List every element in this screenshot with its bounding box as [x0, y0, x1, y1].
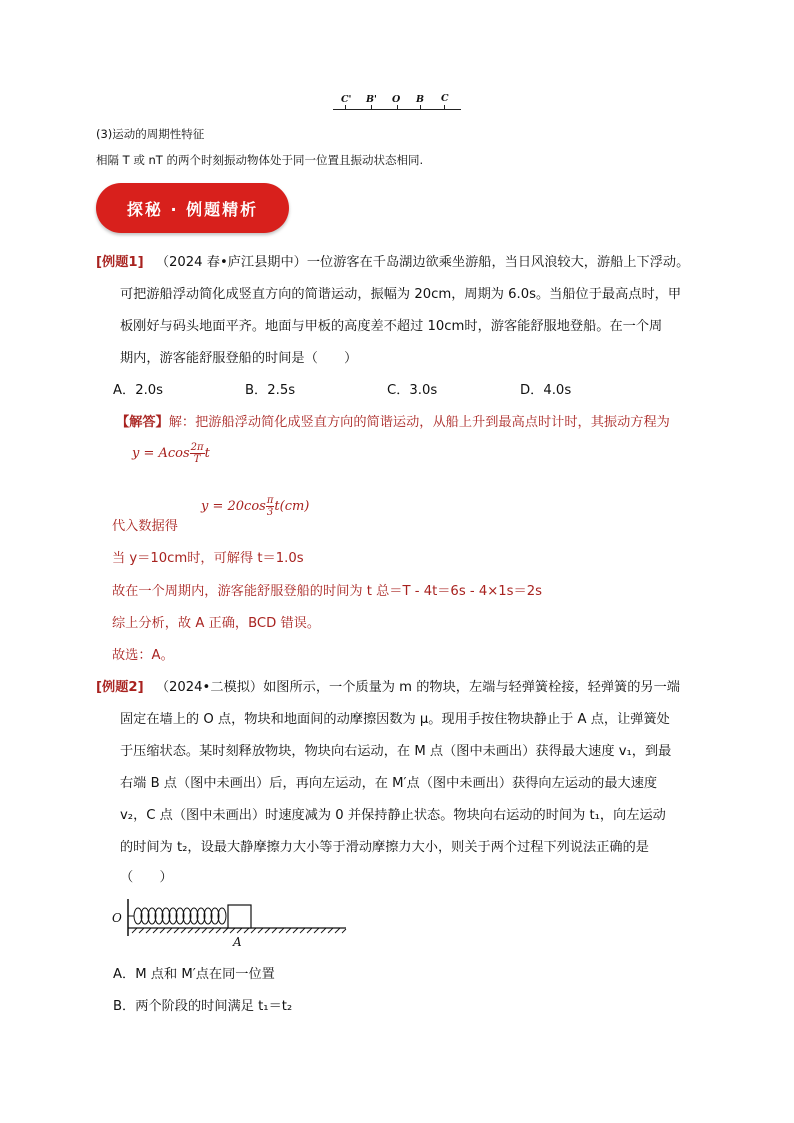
formula-specific-fraction: $\frac{\pi}{3}$: [266, 495, 274, 518]
example1-answer-line: [116, 411, 670, 430]
example1-option-a: A．2.0s: [113, 383, 164, 398]
axis-label-o: O: [392, 94, 401, 105]
formula-general-tail: t: [204, 446, 210, 461]
axis-label-c: C: [441, 93, 449, 104]
example2-line-2: 于压缩状态。某时刻释放物块，物块向右运动，在 M 点（图中未画出）获得最大速度 v₁，到最: [120, 744, 672, 759]
example2-line-6: （ ）: [120, 870, 173, 885]
substitute-text: 代入数据得: [112, 519, 178, 534]
example1-tag: [例题1]: [96, 255, 144, 270]
formula-general-fraction: $\frac{2\pi}{T}$: [190, 442, 204, 465]
example1-line-0: （2024 春•庐江县期中）一位游客在千岛湖边欲乘坐游船，当日风浪较大，游船上下浮动。: [155, 255, 690, 270]
formula-specific: [201, 495, 309, 518]
answer-tag: 【解答】: [116, 415, 169, 430]
example2-line-4: v₂，C 点（图中未画出）时速度减为 0 并保持静止状态。物块向右运动的时间为 t₁，向左运动: [120, 808, 666, 823]
axis-line: [333, 109, 461, 110]
example1-first-line: [96, 251, 689, 270]
axis-tick: [371, 105, 372, 109]
axis-tick: [397, 105, 398, 109]
example2-option-b: B．两个阶段的时间满足 t₁＝t₂: [113, 999, 293, 1014]
section-title: (3)运动的周期性特征: [96, 127, 205, 141]
example2-line-1: 固定在墙上的 O 点，物块和地面间的动摩擦因数为 μ。现用手按住物块静止于 A 点，让弹簧处: [120, 712, 670, 727]
formula-general: [132, 442, 210, 465]
example2-first-line: [96, 676, 680, 695]
example2-line-0: （2024•二模拟）如图所示，一个质量为 m 的物块，左端与轻弹簧栓接，轻弹簧的另一端: [155, 680, 680, 695]
formula-specific-lhs: y = 20cos: [201, 499, 266, 514]
spring-block-figure: [108, 896, 358, 950]
axis-tick: [345, 105, 346, 109]
summary-text: 综上分析，故 A 正确，BCD 错误。: [112, 616, 321, 631]
block: [228, 905, 251, 928]
example1-option-d: D．4.0s: [520, 383, 572, 398]
spring: [128, 908, 226, 924]
when-text: 当 y＝10cm时，可解得 t＝1.0s: [112, 551, 304, 566]
axis-label-b-prime: B': [366, 94, 377, 105]
formula-general-lhs: y = Acos: [132, 446, 190, 461]
example2-line-3: 右端 B 点（图中未画出）后，再向左运动，在 M′点（图中未画出）获得向左运动的最大速度: [120, 776, 658, 791]
example2-tag: [例题2]: [96, 680, 144, 695]
example1-option-c: C．3.0s: [387, 383, 438, 398]
example2-line-5: 的时间为 t₂，设最大静摩擦力大小等于滑动摩擦力大小，则关于两个过程下列说法正确的是: [120, 840, 649, 855]
example1-line-3: 期内，游客能舒服登船的时间是（ ）: [120, 351, 358, 366]
section-line: 相隔 T 或 nT 的两个时刻振动物体处于同一位置且振动状态相同.: [96, 153, 424, 167]
badge-label: 探秘 · 例题精析: [126, 199, 259, 219]
axis-label-c-prime: C': [341, 94, 352, 105]
formula-specific-tail: t(cm): [274, 499, 310, 514]
therefore-text: 故在一个周期内，游客能舒服登船的时间为 t 总＝T - 4t＝6s - 4×1s＝2s: [112, 584, 542, 599]
section-badge: [96, 183, 289, 233]
axis-tick: [420, 105, 421, 109]
example1-line-1: 可把游船浮动简化成竖直方向的简谐运动，振幅为 20cm，周期为 6.0s。当船位于最高点时，甲: [120, 287, 682, 302]
figure-label-o: O: [112, 911, 122, 925]
axis-label-b: B: [416, 94, 425, 105]
figure-label-a: A: [233, 935, 242, 949]
answer-intro: 解：把游船浮动简化成竖直方向的简谐运动，从船上升到最高点时计时，其振动方程为: [168, 415, 670, 430]
example1-option-b: B．2.5s: [245, 383, 296, 398]
example1-line-2: 板刚好与码头地面平齐。地面与甲板的高度差不超过 10cm时，游客能舒服地登船。在一个周: [120, 319, 663, 334]
ground-hatch: [132, 928, 346, 933]
example2-option-a: A．M 点和 M′点在同一位置: [113, 967, 275, 982]
choice-text: 故选：A。: [112, 648, 174, 663]
axis-tick: [444, 105, 445, 109]
